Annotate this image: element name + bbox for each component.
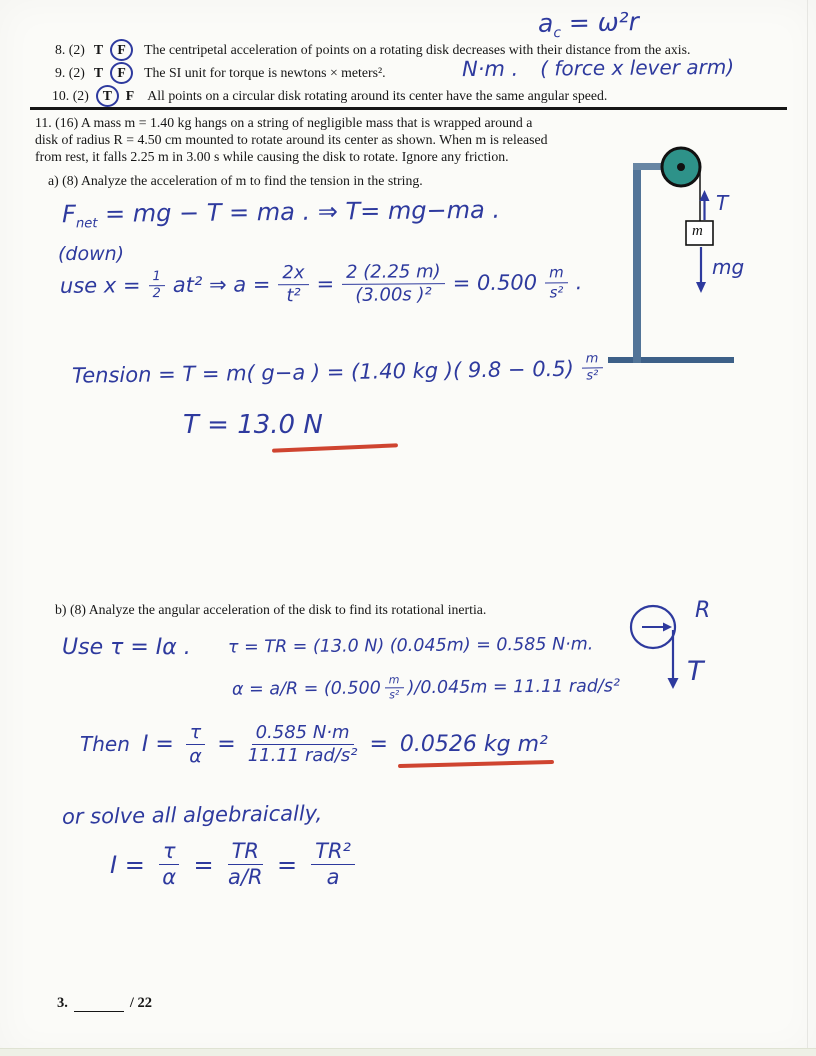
fraction-denominator: α bbox=[162, 865, 177, 890]
tr-squared-over-a-fraction bbox=[311, 840, 355, 889]
radius-arrowhead bbox=[663, 623, 672, 632]
fraction-denominator: s² bbox=[389, 688, 400, 702]
score-line bbox=[57, 995, 152, 1012]
pulley-diagram-figure bbox=[600, 133, 800, 378]
work-b-torque-line: τ = TR = (13.0 N) (0.045m) = 0.585 N·m. bbox=[227, 634, 594, 658]
work-a-newton-line bbox=[62, 196, 500, 232]
fraction-numerator: τ bbox=[159, 840, 180, 865]
fraction-numerator: m bbox=[385, 674, 404, 688]
part-b-prompt: b) (8) Analyze the angular acceleration of the disk to find its rotational inertia. bbox=[55, 602, 487, 617]
sketch-tension-label: T bbox=[687, 656, 704, 687]
m-per-s2-fraction bbox=[545, 265, 568, 301]
equals-sign: = bbox=[193, 850, 214, 879]
equals-sign: = bbox=[316, 272, 335, 297]
fraction-denominator: s² bbox=[549, 283, 564, 302]
question-10-true-circled: T bbox=[96, 85, 119, 107]
tr-over-a-over-r-fraction bbox=[228, 840, 263, 889]
equals-sign: = bbox=[277, 850, 298, 879]
fraction-denominator: t² bbox=[286, 284, 301, 307]
page-number: 3. bbox=[57, 995, 68, 1011]
work-a-kinematics-line bbox=[60, 261, 583, 307]
alpha-expression-start: α = a/R = (0.500 bbox=[231, 677, 381, 700]
tension-arrowhead bbox=[700, 190, 710, 201]
fraction-denominator: s² bbox=[586, 368, 599, 384]
fraction-denominator: α bbox=[189, 744, 202, 767]
work-a-down-label: (down) bbox=[58, 243, 125, 265]
disk-sketch bbox=[615, 588, 735, 706]
scan-edge-right bbox=[807, 0, 808, 1048]
red-underline-tension bbox=[272, 443, 398, 452]
question-9 bbox=[55, 64, 386, 81]
at-squared-implies: at² ⇒ a = bbox=[172, 272, 271, 298]
fraction-numerator: 2 (2.25 m) bbox=[342, 262, 445, 285]
tension-expression: Tension = T = m( g−a ) = (1.40 kg )( 9.8 − 0.5) bbox=[71, 356, 574, 388]
question-9-true: T bbox=[93, 65, 104, 80]
score-blank bbox=[74, 996, 124, 1012]
work-b-alpha-line bbox=[232, 672, 620, 703]
then-label: Then bbox=[80, 732, 130, 757]
formula-base: a bbox=[537, 8, 554, 38]
stand-base bbox=[608, 357, 734, 363]
disk-axle bbox=[677, 163, 685, 171]
scan-edge-bottom bbox=[0, 1048, 816, 1056]
fraction-numerator: TR² bbox=[311, 840, 355, 865]
weight-arrowhead bbox=[696, 282, 706, 293]
tau-over-alpha-fraction bbox=[186, 722, 205, 767]
question-8-number: 8. (2) bbox=[55, 42, 85, 57]
fraction-numerator: 1 bbox=[148, 270, 164, 286]
question-8-false-circled: F bbox=[110, 39, 133, 61]
m-per-s2-fraction bbox=[385, 674, 404, 701]
fraction-denominator: a/R bbox=[228, 865, 263, 890]
question-10-text: All points on a circular disk rotating around its center have the same angular speed. bbox=[147, 88, 608, 103]
equals-sign: = bbox=[369, 731, 388, 757]
question-9-false-circled: F bbox=[110, 62, 133, 84]
handwritten-centripetal-formula bbox=[538, 7, 640, 41]
sketch-tension-arrowhead bbox=[668, 678, 679, 689]
end-period: . bbox=[575, 270, 583, 295]
fraction-numerator: m bbox=[582, 352, 603, 369]
inertia-equals: I = bbox=[110, 850, 145, 879]
problem-11-line1: 11. (16) A mass m = 1.40 kg hangs on a string of negligible mass that is wrapped around a bbox=[35, 115, 533, 130]
formula-subscript: c bbox=[553, 24, 562, 42]
fraction-numerator: 0.585 N·m bbox=[252, 723, 354, 745]
question-10-false: F bbox=[125, 88, 135, 103]
fraction-denominator: 11.11 rad/s² bbox=[247, 744, 358, 766]
handwritten-torque-note bbox=[462, 55, 734, 81]
work-b-or-line: or solve all algebraically, bbox=[61, 801, 323, 829]
equals-sign: = bbox=[217, 731, 236, 757]
numeric-acceleration-fraction bbox=[342, 262, 445, 305]
radius-label: R bbox=[695, 598, 711, 623]
fraction-numerator: 2x bbox=[278, 263, 308, 285]
two-x-over-t-squared bbox=[278, 263, 308, 306]
question-8-text: The centripetal acceleration of points on a rotating disk decreases with their distance from the axis. bbox=[144, 42, 691, 57]
acceleration-result: = 0.500 bbox=[452, 270, 538, 296]
problem-11-statement bbox=[35, 114, 635, 165]
torque-paren-note: ( force x lever arm) bbox=[540, 54, 735, 81]
inertia-answer: 0.0526 kg m² bbox=[399, 731, 548, 757]
fnet-subscript: net bbox=[75, 216, 98, 232]
work-b-inertia-line bbox=[80, 722, 548, 767]
work-b-algebraic-line bbox=[110, 840, 355, 889]
use-x-equals: use x = bbox=[59, 273, 141, 299]
fraction-numerator: m bbox=[545, 265, 568, 284]
question-9-number: 9. (2) bbox=[55, 65, 85, 80]
alpha-expression-end: )/0.045m = 11.11 rad/s² bbox=[407, 675, 621, 698]
question-9-text: The SI unit for torque is newtons × meters². bbox=[144, 65, 386, 80]
fraction-denominator: (3.00s )² bbox=[355, 284, 432, 306]
inertia-equals: I = bbox=[141, 731, 174, 757]
tau-over-alpha-fraction bbox=[159, 840, 180, 889]
tension-answer: T = 13.0 N bbox=[183, 410, 323, 440]
score-total: / 22 bbox=[129, 995, 153, 1011]
disk-sketch-figure bbox=[615, 588, 735, 706]
work-a-tension-line bbox=[72, 352, 603, 391]
fraction-denominator: 2 bbox=[152, 285, 161, 301]
problem-11-line2: disk of radius R = 4.50 cm mounted to rotate around its center as shown. When m is released bbox=[35, 132, 548, 147]
work-b-use-line: Use τ = Iα . bbox=[62, 635, 191, 660]
fnet-base: F bbox=[61, 200, 76, 229]
fraction-numerator: TR bbox=[228, 840, 263, 865]
section-divider bbox=[30, 107, 787, 110]
fnet-rest: = mg − T = ma . ⇒ T= mg−ma . bbox=[97, 195, 501, 228]
stand-pole bbox=[633, 165, 641, 363]
fraction-denominator: a bbox=[326, 865, 340, 890]
problem-11-line3: from rest, it falls 2.25 m in 3.00 s while causing the disk to rotate. Ignore any friction. bbox=[35, 149, 509, 164]
tension-label: T bbox=[716, 191, 729, 215]
pulley-diagram bbox=[600, 133, 800, 378]
torque-unit-note: N·m . bbox=[461, 56, 519, 82]
weight-label: mg bbox=[712, 255, 745, 279]
numeric-inertia-fraction bbox=[248, 723, 358, 766]
question-10-number: 10. (2) bbox=[52, 88, 89, 103]
question-8-true: T bbox=[93, 42, 104, 57]
part-a-prompt: a) (8) Analyze the acceleration of m to find the tension in the string. bbox=[48, 173, 423, 188]
one-half-fraction bbox=[148, 270, 165, 302]
mass-label: m bbox=[692, 223, 703, 239]
formula-rest: = ω²r bbox=[560, 7, 640, 38]
question-10 bbox=[52, 87, 607, 104]
fraction-numerator: τ bbox=[186, 722, 205, 745]
